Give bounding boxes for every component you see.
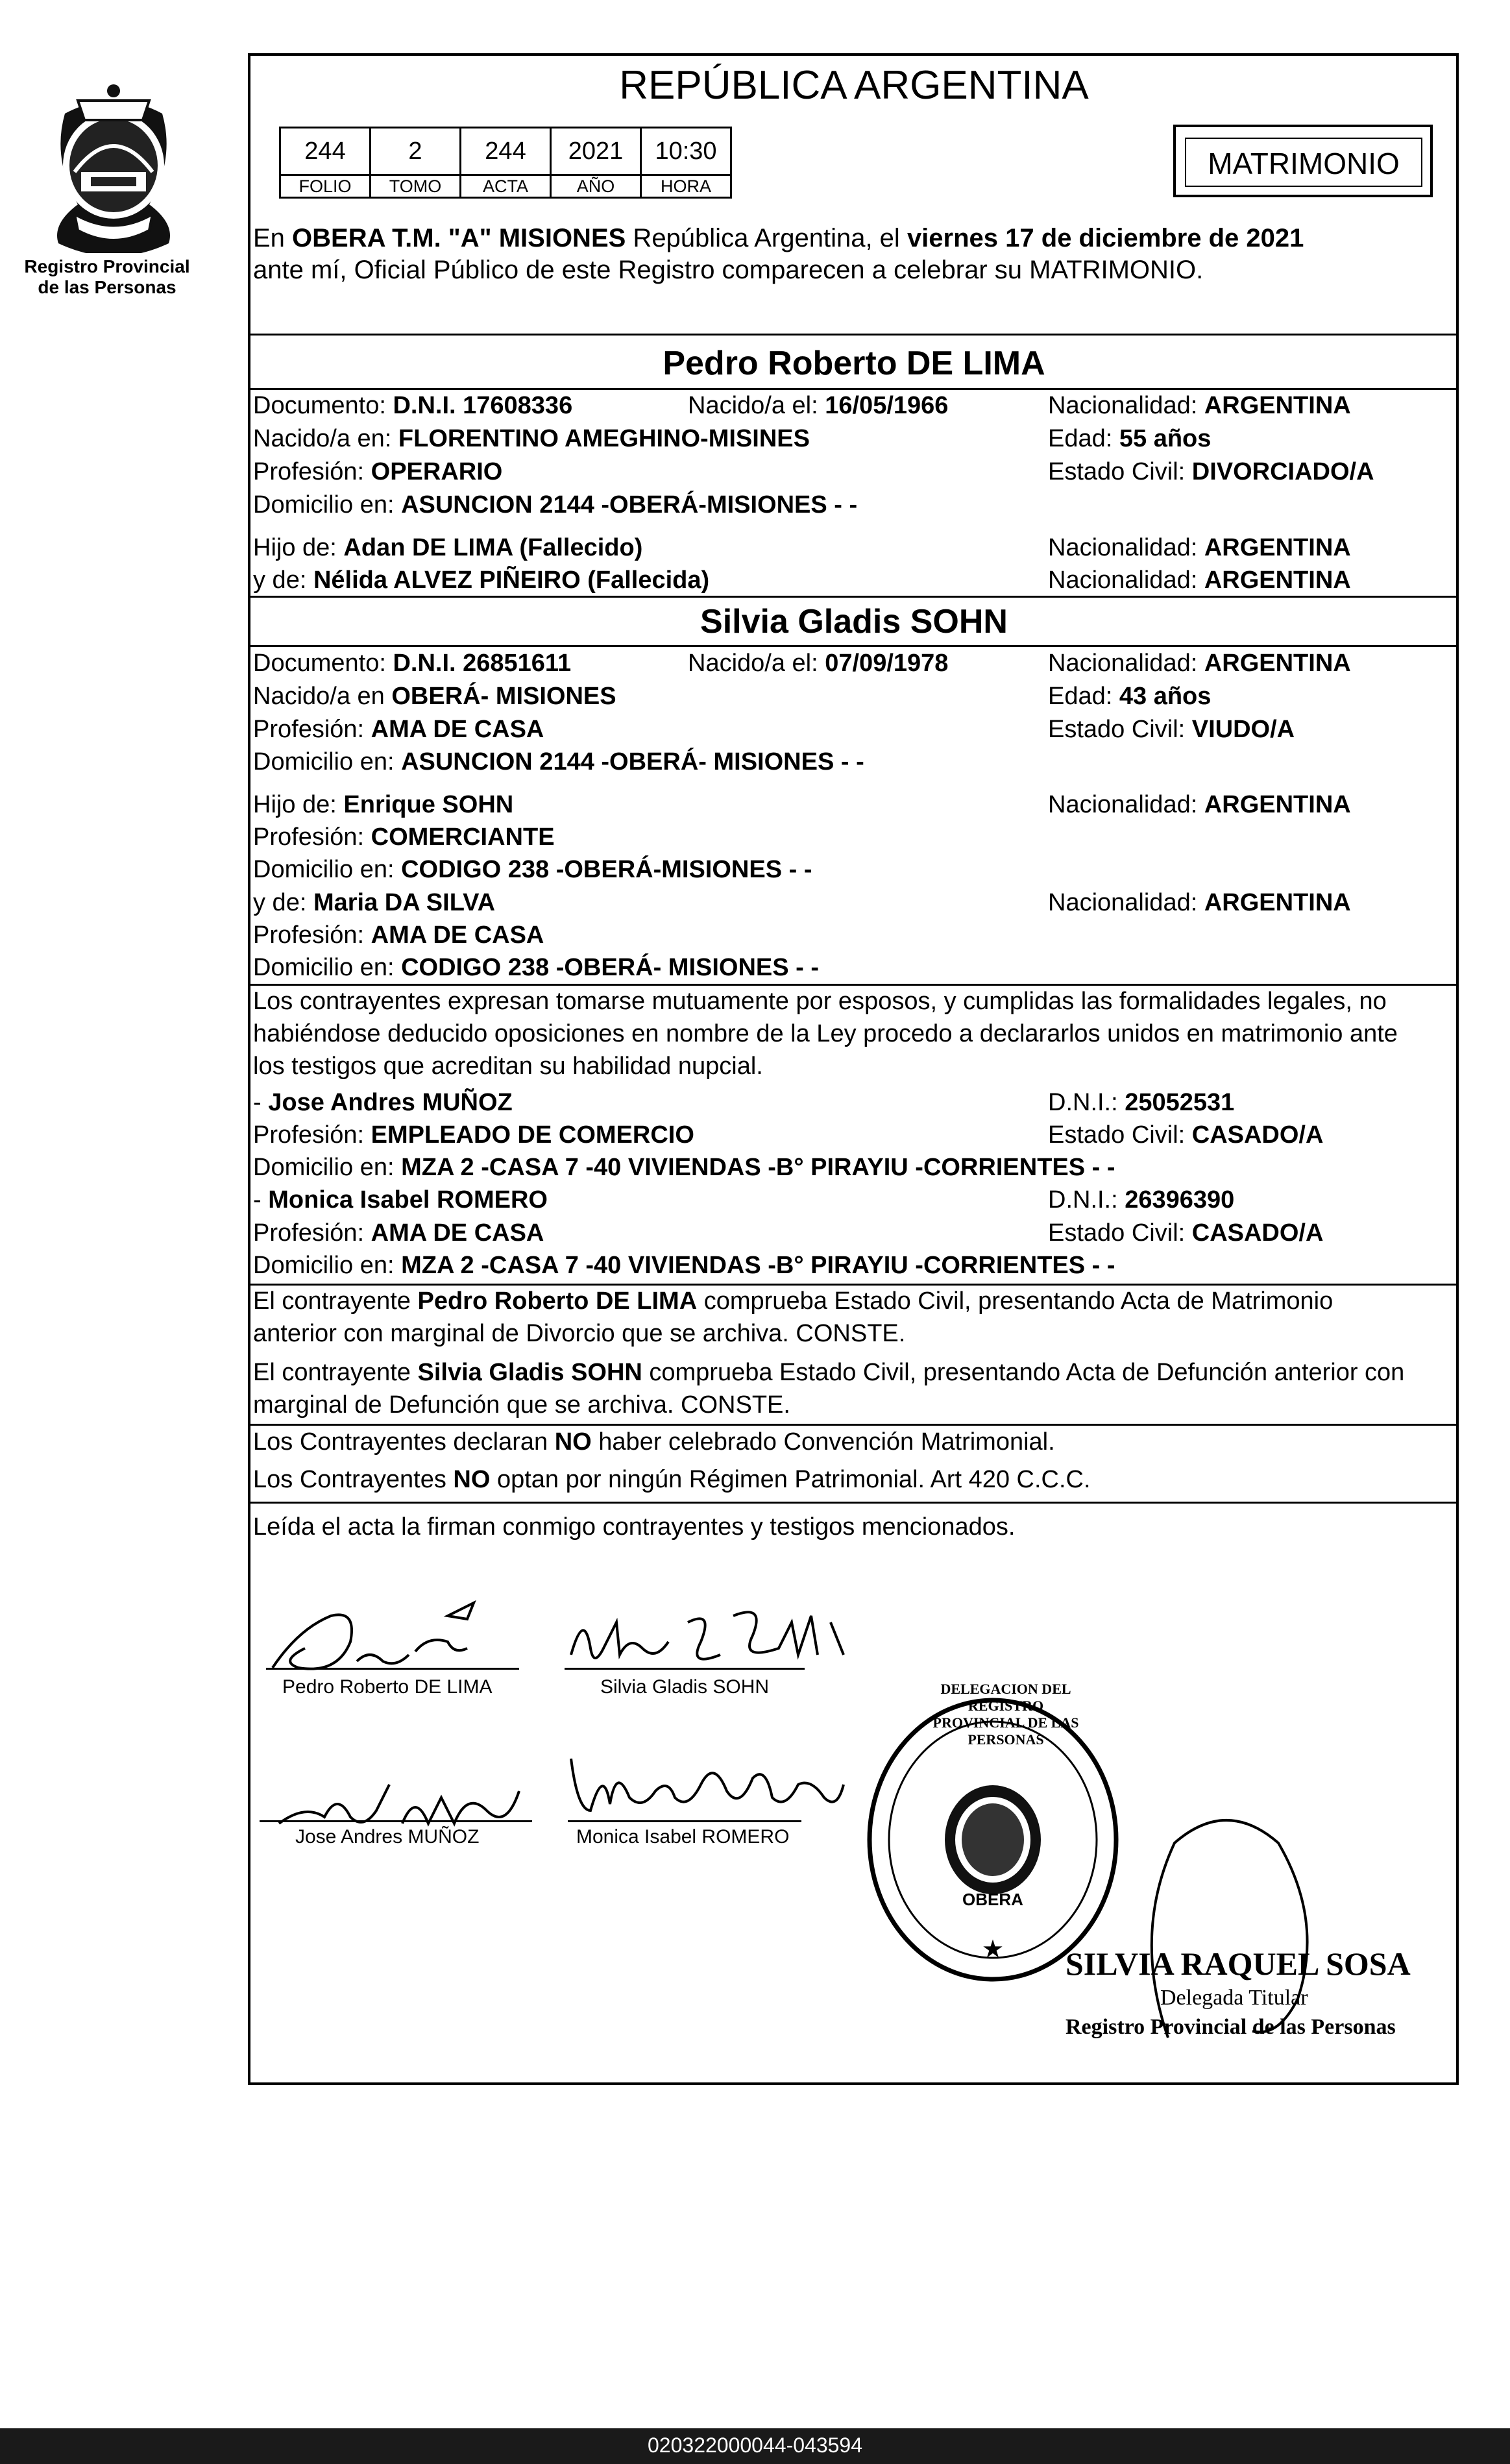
spouse2-madre-profesion	[253, 921, 544, 949]
act-type-label: MATRIMONIO	[1185, 138, 1422, 187]
field-label: Documento:	[253, 392, 393, 419]
field-value: D.N.I. 17608336	[393, 392, 573, 419]
proof2-line-2: marginal de Defunción que se archiva. CONSTE.	[253, 1391, 790, 1419]
signature-4-scribble	[565, 1739, 850, 1824]
proof-name: Pedro Roberto DE LIMA	[417, 1287, 698, 1315]
anio-label: AÑO	[551, 175, 641, 198]
spouse1-nacido-el	[688, 391, 948, 420]
witness2-domicilio	[253, 1251, 1115, 1280]
witness2-profesion	[253, 1219, 544, 1247]
signature-label-spouse2: Silvia Gladis SOHN	[600, 1676, 770, 1698]
field-value: DIVORCIADO/A	[1191, 458, 1374, 485]
signature-1-scribble	[260, 1590, 532, 1687]
field-value: CASADO/A	[1191, 1121, 1324, 1149]
field-value: ARGENTINA	[1204, 650, 1351, 677]
field-value: 55 años	[1119, 425, 1212, 452]
acta-label: ACTA	[461, 175, 551, 198]
registry-logo-label	[13, 256, 201, 298]
field-label: Nacionalidad:	[1048, 392, 1204, 419]
divider	[250, 1284, 1457, 1286]
spouse2-domicilio	[253, 748, 864, 776]
field-value: MZA 2 -CASA 7 -40 VIVIENDAS -B° PIRAYIU -CORRIENTES - -	[401, 1154, 1115, 1181]
intro-line-2: ante mí, Oficial Público de este Registro comparecen a celebrar su MATRIMONIO.	[253, 256, 1204, 284]
field-label: y de:	[253, 889, 313, 916]
field-value: ARGENTINA	[1204, 889, 1351, 916]
tomo-label: TOMO	[371, 175, 461, 198]
field-label: Nacionalidad:	[1048, 791, 1204, 818]
field-label: Domicilio en:	[253, 748, 402, 775]
field-label: Domicilio en:	[253, 954, 402, 981]
intro-text: En	[253, 224, 293, 252]
svg-text:★: ★	[982, 1937, 1003, 1962]
field-value: COMERCIANTE	[371, 823, 555, 851]
field-label: D.N.I.:	[1048, 1186, 1125, 1214]
field-value: ARGENTINA	[1204, 791, 1351, 818]
spouse2-padre-nacionalidad	[1048, 790, 1351, 819]
hora-value: 10:30	[641, 128, 731, 175]
regimen-no: NO	[453, 1466, 491, 1493]
acta-value: 244	[461, 128, 551, 175]
field-value: 26396390	[1125, 1186, 1235, 1214]
field-label: Profesión:	[253, 1121, 371, 1149]
spouse2-documento	[253, 649, 571, 677]
official-organization: Registro Provincial de las Personas	[1066, 2015, 1396, 2039]
spouse1-padre	[253, 533, 642, 562]
signature-line	[568, 1820, 801, 1822]
field-label: Profesión:	[253, 921, 371, 949]
spouse1-estado-civil	[1048, 457, 1374, 486]
spouse2-padre-domicilio	[253, 855, 812, 884]
field-label: Profesión:	[253, 458, 371, 485]
field-label: Domicilio en:	[253, 856, 402, 883]
field-label: Domicilio en:	[253, 491, 402, 518]
field-label: Hijo de:	[253, 534, 344, 561]
document-title: REPÚBLICA ARGENTINA	[619, 63, 1089, 108]
signature-line	[266, 1668, 519, 1670]
field-value: 16/05/1966	[825, 392, 949, 419]
tomo-value: 2	[371, 128, 461, 175]
list-dash: -	[253, 1186, 269, 1214]
field-label: Nacionalidad:	[1048, 567, 1204, 594]
field-value: Monica Isabel ROMERO	[268, 1186, 548, 1214]
field-value: 25052531	[1125, 1089, 1235, 1116]
field-label: Estado Civil:	[1048, 716, 1192, 743]
intro-text: República Argentina, el	[626, 224, 907, 252]
spouse2-madre-domicilio	[253, 953, 819, 982]
spouse2-name: Silvia Gladis SOHN	[700, 603, 1008, 640]
signature-label-witness1: Jose Andres MUÑOZ	[295, 1826, 480, 1848]
regimen-line-1	[253, 1428, 1055, 1456]
field-label: Edad:	[1048, 683, 1119, 710]
spouse2-madre	[253, 888, 495, 917]
registry-data-table	[279, 127, 732, 199]
field-label: Nacido/a el:	[688, 392, 825, 419]
closing-statement: Leída el acta la firman conmigo contrayentes y testigos mencionados.	[253, 1513, 1016, 1541]
field-value: ARGENTINA	[1204, 534, 1351, 561]
field-label: Nacionalidad:	[1048, 534, 1204, 561]
intro-place: OBERA T.M. "A" MISIONES	[292, 224, 626, 252]
official-seal-text: DELEGACION DEL REGISTRO PROVINCIAL DE LAS PERSONAS	[932, 1681, 1079, 1748]
spouse1-name: Pedro Roberto DE LIMA	[663, 345, 1045, 382]
declaration-line-2: habiéndose deducido oposiciones en nombre de la Ley procedo a declararlos unidos en matrimonio ante	[253, 1020, 1398, 1047]
spouse1-edad	[1048, 424, 1211, 453]
divider	[250, 596, 1457, 598]
witness2-estado-civil	[1048, 1219, 1323, 1247]
field-value: MZA 2 -CASA 7 -40 VIVIENDAS -B° PIRAYIU -CORRIENTES - -	[401, 1252, 1115, 1279]
spouse2-nacido-en	[253, 682, 616, 711]
spouse1-profesion	[253, 457, 502, 486]
proof-name: Silvia Gladis SOHN	[417, 1359, 642, 1386]
document-id: 020322000044-043594	[648, 2434, 862, 2457]
field-label: Hijo de:	[253, 791, 344, 818]
field-value: 07/09/1978	[825, 650, 949, 677]
field-value: ASUNCION 2144 -OBERÁ- MISIONES - -	[401, 748, 864, 775]
signature-label-spouse1: Pedro Roberto DE LIMA	[282, 1676, 493, 1698]
witness2-dni	[1048, 1186, 1234, 1214]
field-label: Profesión:	[253, 716, 371, 743]
field-label: Nacido/a el:	[688, 650, 825, 677]
field-value: EMPLEADO DE COMERCIO	[371, 1121, 694, 1149]
spouse1-padre-nacionalidad	[1048, 533, 1351, 562]
field-value: Enrique SOHN	[343, 791, 514, 818]
field-value: ARGENTINA	[1204, 392, 1351, 419]
field-value: Jose Andres MUÑOZ	[268, 1089, 513, 1116]
signature-2-scribble	[558, 1583, 857, 1681]
proof2-line-1	[253, 1358, 1404, 1387]
signature-line	[260, 1820, 532, 1822]
list-dash: -	[253, 1089, 269, 1116]
declaration-line-1: Los contrayentes expresan tomarse mutuamente por esposos, y cumplidas las formalidades legales, no	[253, 988, 1387, 1015]
field-label: Estado Civil:	[1048, 458, 1192, 485]
regimen-no: NO	[554, 1428, 592, 1456]
intro-line-1	[253, 224, 1304, 252]
field-value: Maria DA SILVA	[313, 889, 496, 916]
proof-text: El contrayente	[253, 1359, 418, 1386]
field-value: ARGENTINA	[1204, 567, 1351, 594]
field-label: Estado Civil:	[1048, 1219, 1192, 1247]
spouse2-nacido-el	[688, 649, 948, 677]
spouse1-madre-nacionalidad	[1048, 566, 1351, 594]
witness1-dni	[1048, 1088, 1234, 1117]
registry-label-line2: de las Personas	[38, 277, 177, 297]
proof-text: El contrayente	[253, 1287, 418, 1315]
proof1-line-2: anterior con marginal de Divorcio que se archiva. CONSTE.	[253, 1320, 906, 1347]
field-value: 43 años	[1119, 683, 1212, 710]
signature-label-witness2: Monica Isabel ROMERO	[576, 1826, 790, 1848]
field-label: Domicilio en:	[253, 1252, 402, 1279]
field-value: Adan DE LIMA (Fallecido)	[343, 534, 643, 561]
field-value: OPERARIO	[371, 458, 503, 485]
registry-label-line1: Registro Provincial	[24, 256, 190, 276]
field-label: D.N.I.:	[1048, 1089, 1125, 1116]
field-value: FLORENTINO AMEGHINO-MISINES	[398, 425, 810, 452]
field-label: Nacido/a en	[253, 683, 392, 710]
field-value: OBERÁ- MISIONES	[391, 683, 616, 710]
field-label: Edad:	[1048, 425, 1119, 452]
witness1-name	[253, 1088, 513, 1117]
field-value: AMA DE CASA	[371, 1219, 544, 1247]
regimen-text: optan por ningún Régimen Patrimonial. Art 420 C.C.C.	[490, 1466, 1091, 1493]
spouse1-madre	[253, 566, 709, 594]
proof-text: comprueba Estado Civil, presentando Acta de Matrimonio	[697, 1287, 1333, 1315]
intro-date: viernes 17 de diciembre de 2021	[907, 224, 1304, 252]
declaration-line-3: los testigos que acreditan su habilidad nupcial.	[253, 1053, 763, 1080]
signature-official-scribble	[1129, 1804, 1324, 2051]
spouse1-nacionalidad	[1048, 391, 1351, 420]
field-label: Estado Civil:	[1048, 1121, 1192, 1149]
witness1-domicilio	[253, 1153, 1115, 1182]
folio-label: FOLIO	[280, 175, 371, 198]
field-label: Nacionalidad:	[1048, 650, 1204, 677]
spouse2-padre	[253, 790, 513, 819]
field-value: Nélida ALVEZ PIÑEIRO (Fallecida)	[313, 567, 710, 594]
divider	[250, 334, 1457, 335]
divider	[250, 645, 1457, 647]
field-value: AMA DE CASA	[371, 921, 544, 949]
field-value: AMA DE CASA	[371, 716, 544, 743]
witness1-profesion	[253, 1121, 694, 1149]
field-label: Documento:	[253, 650, 393, 677]
official-name: SILVIA RAQUEL SOSA	[1066, 1946, 1411, 1982]
witness2-name	[253, 1186, 548, 1214]
official-role: Delegada Titular	[1160, 1986, 1308, 2010]
field-label: Nacionalidad:	[1048, 889, 1204, 916]
field-value: CASADO/A	[1191, 1219, 1324, 1247]
field-label: Nacido/a en:	[253, 425, 398, 452]
proof1-line-1	[253, 1287, 1333, 1315]
field-value: ASUNCION 2144 -OBERÁ-MISIONES - -	[401, 491, 858, 518]
spouse1-domicilio	[253, 491, 857, 519]
divider	[250, 1502, 1457, 1504]
regimen-line-2	[253, 1465, 1091, 1494]
field-label: Profesión:	[253, 1219, 371, 1247]
spouse2-profesion	[253, 715, 544, 744]
spouse2-madre-nacionalidad	[1048, 888, 1351, 917]
signature-3-scribble	[260, 1752, 532, 1836]
witness1-estado-civil	[1048, 1121, 1323, 1149]
divider	[250, 388, 1457, 390]
registry-seal-icon	[39, 75, 188, 253]
divider	[250, 1424, 1457, 1426]
regimen-text: haber celebrado Convención Matrimonial.	[591, 1428, 1055, 1456]
field-value: D.N.I. 26851611	[393, 650, 572, 677]
divider	[250, 984, 1457, 986]
signature-line	[565, 1668, 805, 1670]
official-seal-city: OBERA	[962, 1890, 1023, 1909]
proof-text: comprueba Estado Civil, presentando Acta de Defunción anterior con	[642, 1359, 1405, 1386]
anio-value: 2021	[551, 128, 641, 175]
hora-label: HORA	[641, 175, 731, 198]
spouse2-nacionalidad	[1048, 649, 1351, 677]
field-label: Profesión:	[253, 823, 371, 851]
spouse2-padre-profesion	[253, 823, 555, 851]
field-value: VIUDO/A	[1191, 716, 1295, 743]
field-value: CODIGO 238 -OBERÁ- MISIONES - -	[401, 954, 820, 981]
field-label: y de:	[253, 567, 313, 594]
spouse1-nacido-en	[253, 424, 810, 453]
regimen-text: Los Contrayentes	[253, 1466, 454, 1493]
field-value: CODIGO 238 -OBERÁ-MISIONES - -	[401, 856, 812, 883]
spouse1-documento	[253, 391, 572, 420]
registry-logo	[39, 75, 188, 253]
spouse2-edad	[1048, 682, 1211, 711]
field-label: Domicilio en:	[253, 1154, 402, 1181]
folio-value: 244	[280, 128, 371, 175]
spouse2-estado-civil	[1048, 715, 1295, 744]
regimen-text: Los Contrayentes declaran	[253, 1428, 555, 1456]
